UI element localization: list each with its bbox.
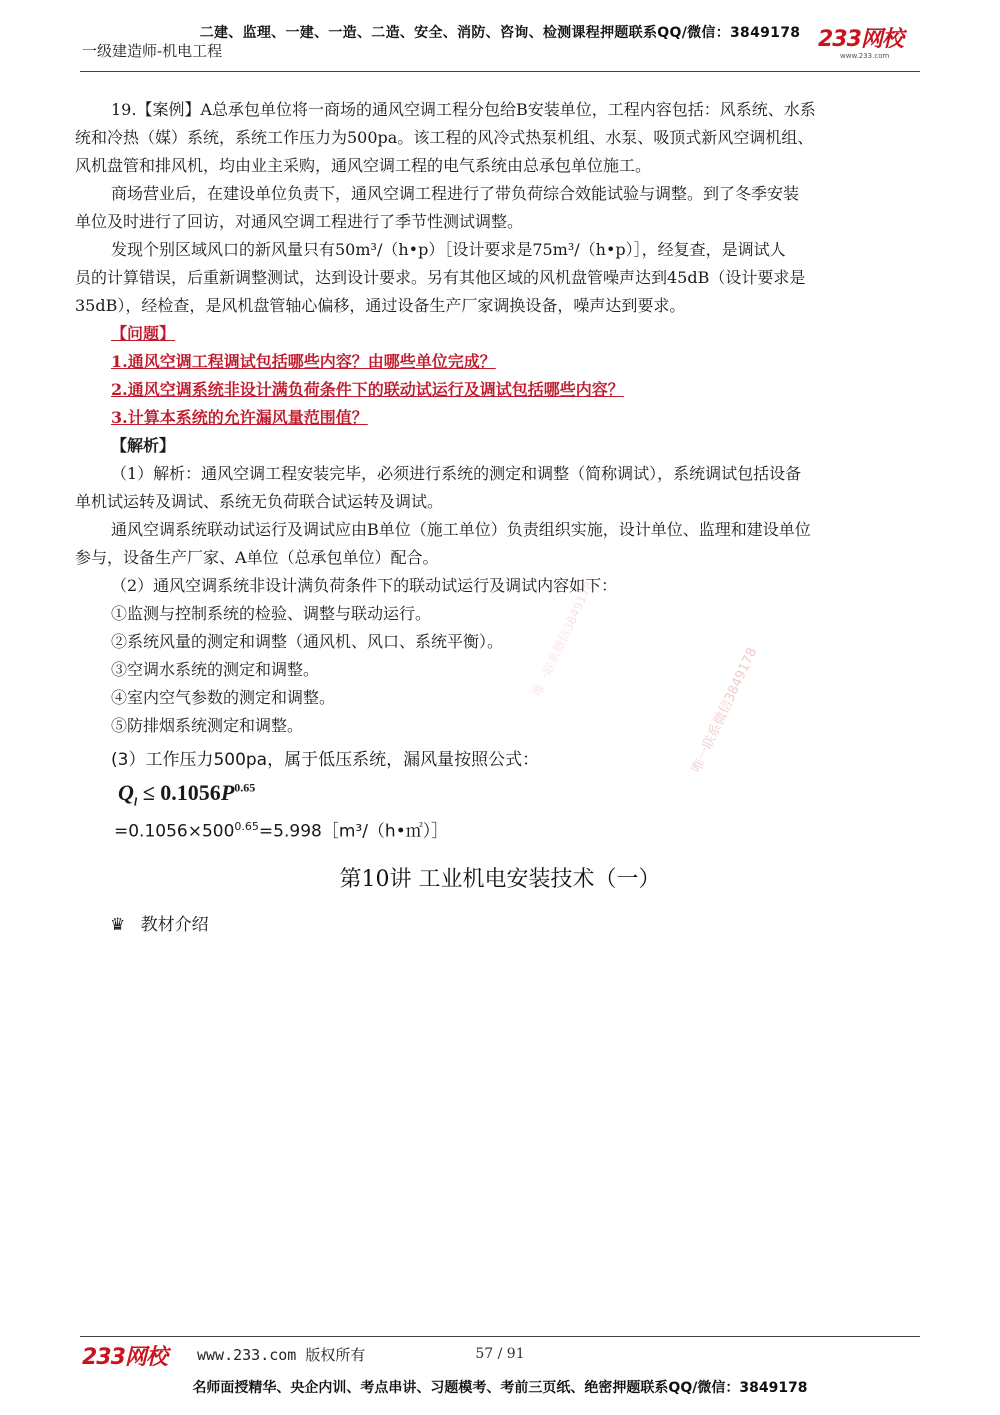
analysis-line-5: （2）通风空调系统非设计满负荷条件下的联动试运行及调试内容如下：: [111, 576, 618, 595]
case-line-8: 35dB），经检查，是风机盘管轴心偏移，通过设备生产厂家调换设备，噪声达到要求。: [75, 296, 686, 315]
watermark-1: 唯一联系微信3849178: [689, 645, 761, 776]
case-line-1: 19.【案例】A总承包单位将一商场的通风空调工程分包给B安装单位，工程内容包括：风系统、水系: [111, 100, 816, 119]
crown-icon: ♛: [110, 915, 126, 935]
calc-post: =5.998［m³/（h•㎡）］: [258, 821, 449, 842]
header-logo: [818, 28, 928, 64]
analysis-item-2: ②系统风量的测定和调整（通风机、风口、系统平衡）。: [111, 632, 504, 651]
case-line-4: 商场营业后，在建设单位负责下，通风空调工程进行了带负荷综合效能试验与调整。到了冬季安装: [111, 184, 800, 203]
footer-logo: 233网校: [82, 1345, 167, 1370]
case-line-7: 员的计算错误，后重新调整测试，达到设计要求。另有其他区域的风机盘管噪声达到45dB（设计要求是: [75, 268, 806, 287]
analysis-item-3: ③空调水系统的测定和调整。: [111, 660, 320, 679]
subject-title: 一级建造师-机电工程: [82, 42, 223, 60]
footer-copyright: www.233.com 版权所有: [197, 1346, 366, 1364]
header-logo-text: 233网校: [818, 27, 903, 52]
header-divider: [80, 71, 920, 72]
calculation-line: [114, 817, 964, 842]
formula-q-sub: l: [133, 794, 138, 809]
formula-p-exponent: 0.65: [234, 780, 256, 795]
section-intro-label: 教材介绍: [140, 915, 209, 935]
case-line-3: 风机盘管和排风机，均由业主采购，通风空调工程的电气系统由总承包单位施工。: [75, 156, 652, 175]
analysis-heading: 【解析】: [111, 436, 176, 455]
analysis-line-4: 参与，设备生产厂家、A单位（总承包单位）配合。: [75, 548, 439, 567]
question-1: 1.通风空调工程调试包括哪些内容？由哪些单位完成？: [111, 352, 496, 371]
analysis-line-6: (3）工作压力500pa，属于低压系统，漏风量按照公式：: [111, 750, 540, 770]
analysis-line-2: 单机试运转及调试、系统无负荷联合试运转及调试。: [75, 492, 444, 511]
analysis-item-4: ④室内空气参数的测定和调整。: [111, 688, 336, 707]
footer-divider: [80, 1336, 920, 1337]
case-line-5: 单位及时进行了回访，对通风空调工程进行了季节性测试调整。: [75, 212, 524, 231]
analysis-line-1: （1）解析：通风空调工程安装完毕，必须进行系统的测定和调整（简称调试），系统调试包括设备: [111, 464, 802, 483]
analysis-item-1: ①监测与控制系统的检验、调整与联动运行。: [111, 604, 432, 623]
analysis-line-3: 通风空调系统联动试运行及调试应由B单位（施工单位）负责组织实施，设计单位、监理和建设单位: [111, 520, 811, 539]
question-3: 3.计算本系统的允许漏风量范围值？: [111, 408, 368, 427]
top-contact-banner: 二建、监理、一建、一造、二造、安全、消防、咨询、检测课程押题联系QQ/微信：3849178: [199, 25, 801, 41]
question-2: 2.通风空调系统非设计满负荷条件下的联动试运行及调试包括哪些内容？: [111, 380, 624, 399]
formula-relation: ≤ 0.1056: [137, 780, 221, 805]
formula-p: P: [220, 780, 235, 805]
section-intro: [110, 910, 209, 935]
page-number: 57 / 91: [475, 1346, 525, 1362]
calc-pre: =0.1056×500: [114, 821, 235, 842]
watermark-2: 唯一联系微信3849178: [530, 578, 597, 699]
bottom-contact-banner: 名师面授精华、央企内训、考点串讲、习题模考、考前三页纸、绝密押题联系QQ/微信：3849178: [192, 1380, 808, 1396]
case-line-6: 发现个别区域风口的新风量只有50m³/（h•p）［设计要求是75m³/（h•p）］，经复查，是调试人: [111, 240, 786, 259]
calc-exponent: 0.65: [234, 820, 259, 833]
lecture-title: 第10讲 工业机电安装技术（一）: [339, 867, 661, 892]
analysis-item-5: ⑤防排烟系统测定和调整。: [111, 716, 304, 735]
case-line-2: 统和冷热（媒）系统，系统工作压力为500pa。该工程的风冷式热泵机组、水泵、吸顶式新风空调机组、: [75, 128, 814, 147]
formula-q: Q: [118, 780, 134, 805]
question-heading: 【问题】: [111, 324, 176, 343]
header-logo-url: www.233.com: [840, 52, 890, 60]
leakage-formula: [118, 780, 255, 809]
